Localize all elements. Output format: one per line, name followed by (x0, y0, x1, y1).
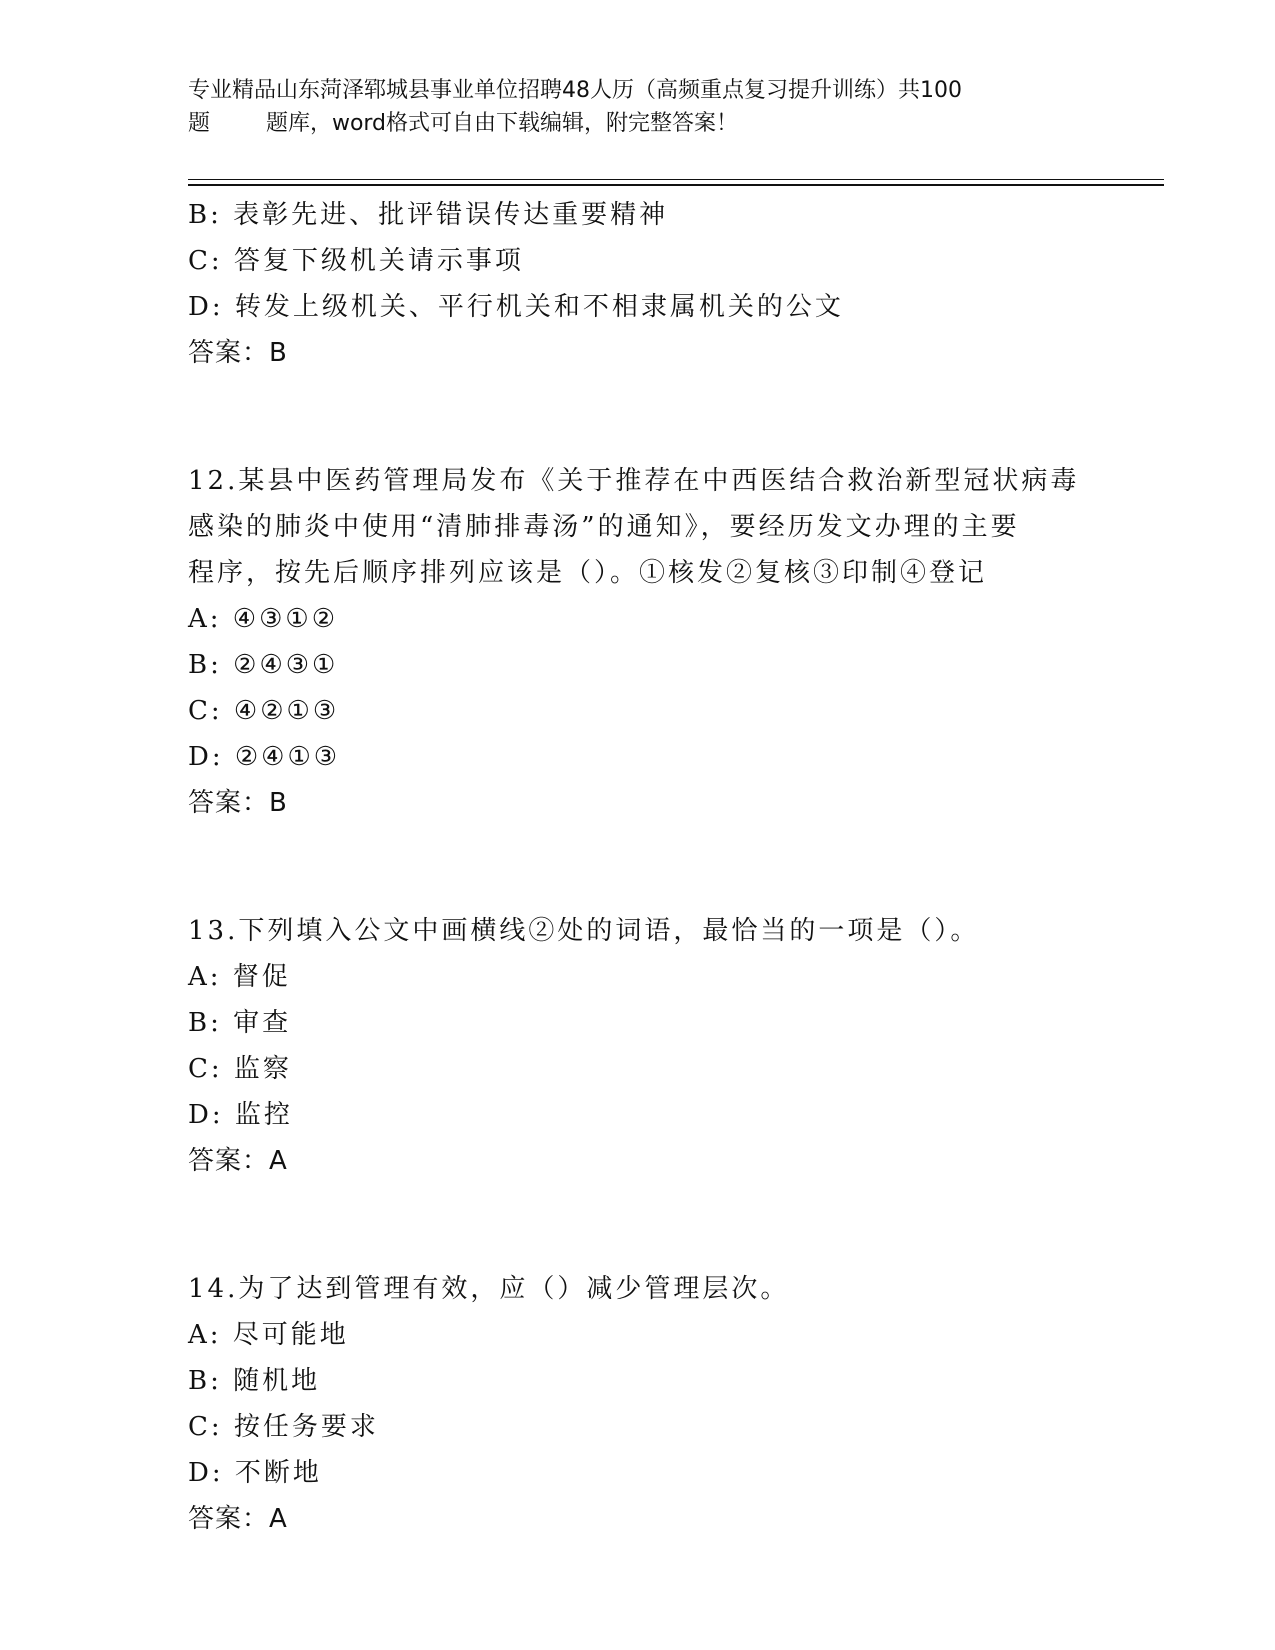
header-rule-thick (188, 184, 1164, 186)
option-b: B: 表彰先进、批评错误传达重要精神 (188, 200, 669, 230)
header-title-line-1: 专业精品山东菏泽郓城县事业单位招聘48人历（高频重点复习提升训练）共100 (188, 78, 962, 103)
option-b: B: ②④③① (188, 650, 339, 680)
answer-line: 答案：B (188, 338, 288, 368)
question-stem-line: 程序，按先后顺序排列应该是（）。①核发②复核③印制④登记 (188, 558, 988, 588)
question-stem-line: 14.为了达到管理有效，应（）减少管理层次。 (188, 1274, 790, 1304)
question-stem-line: 感染的肺炎中使用“清肺排毒汤”的通知》，要经历发文办理的主要 (188, 512, 1020, 542)
question-content (188, 192, 1088, 1542)
document-header (188, 74, 1088, 140)
option-d: D: 不断地 (188, 1458, 322, 1488)
option-d: D: 转发上级机关、平行机关和不相隶属机关的公文 (188, 292, 844, 322)
option-a: A: 督促 (188, 962, 291, 992)
option-b: B: 审查 (188, 1008, 292, 1038)
answer-line: 答案：B (188, 788, 288, 818)
question-stem-line: 12.某县中医药管理局发布《关于推荐在中西医结合救治新型冠状病毒 (188, 466, 1080, 496)
question-12 (188, 458, 1088, 826)
option-d: D: 监控 (188, 1100, 293, 1130)
header-title-line-2: 题 题库，word格式可自由下载编辑，附完整答案！ (188, 111, 739, 136)
option-d: D: ②④①③ (188, 742, 341, 772)
option-a: A: ④③①② (188, 604, 339, 634)
option-a: A: 尽可能地 (188, 1320, 349, 1350)
option-c: C: 监察 (188, 1054, 292, 1084)
header-rule-thin (188, 179, 1164, 180)
option-b: B: 随机地 (188, 1366, 321, 1396)
question-stem-line: 13.下列填入公文中画横线②处的词语，最恰当的一项是（）。 (188, 916, 980, 946)
question-13 (188, 908, 1088, 1184)
option-c: C: 答复下级机关请示事项 (188, 246, 524, 276)
option-c: C: 按任务要求 (188, 1412, 379, 1442)
previous-question-tail (188, 192, 1088, 376)
answer-line: 答案：A (188, 1146, 288, 1176)
answer-line: 答案：A (188, 1504, 288, 1534)
question-14 (188, 1266, 1088, 1542)
option-c: C: ④②①③ (188, 696, 340, 726)
